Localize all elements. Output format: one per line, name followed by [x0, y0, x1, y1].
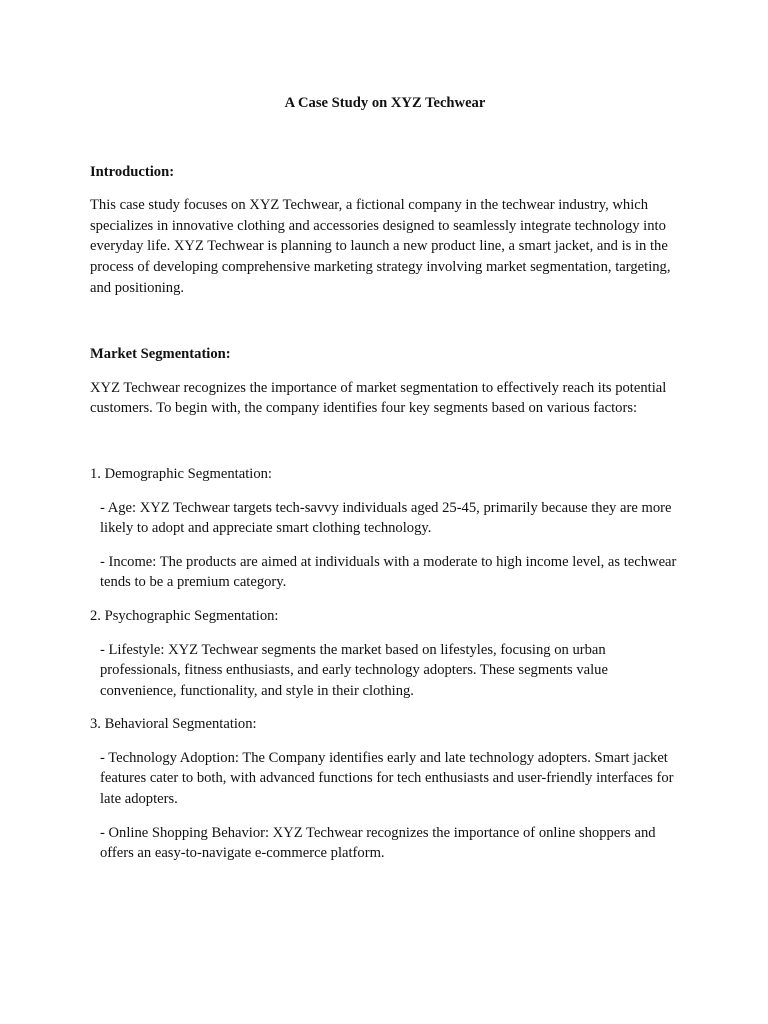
spacer — [90, 735, 680, 748]
list-item-online-shopping: - Online Shopping Behavior: XYZ Techwear recognizes the importance of online shoppers and offers an easy-to-navigate e-commerce platform. — [100, 824, 656, 862]
list-item-lifestyle: - Lifestyle: XYZ Techwear segments the market based on lifestyles, focusing on urban professionals, fitness enthusiasts, and early technology adopters. These segments value convenience, functionality, and style in their clothing. — [100, 641, 608, 699]
introduction-paragraph: This case study focuses on XYZ Techwear, a fictional company in the techwear industry, which specializes in innovative clothing and accessories designed to seamlessly integrate technology into everyday life. XYZ Techwear is planning to launch a new product line, a smart jacket, and is in the process of developing comprehensive marketing strategy involving market segmentation, targeting, and positioning. — [90, 197, 671, 296]
spacer — [90, 701, 680, 714]
spacer — [90, 539, 680, 552]
section-title-behavioral: 3. Behavioral Segmentation: — [90, 716, 257, 733]
spacer — [90, 810, 680, 823]
list-item-age: - Age: XYZ Techwear targets tech-savvy individuals aged 25-45, primarily because they are more likely to adopt and appreciate smart clothing technology. — [100, 499, 672, 537]
spacer — [90, 627, 680, 640]
list-item-technology-adoption: - Technology Adoption: The Company identifies early and late technology adopters. Smart jacket features cater to both, with advanced functions for tech enthusiasts and user-friendly interfaces for late adopters. — [100, 749, 674, 808]
list-item-income: - Income: The products are aimed at individuals with a moderate to high income level, as techwear tends to be a premium category. — [100, 553, 677, 591]
spacer — [90, 114, 680, 162]
section-title-demographic: 1. Demographic Segmentation: — [90, 465, 272, 482]
section-title-psychographic: 2. Psychographic Segmentation: — [90, 607, 279, 624]
introduction-heading: Introduction: — [90, 163, 175, 180]
spacer — [90, 182, 680, 195]
spacer — [90, 485, 680, 498]
document-title: A Case Study on XYZ Techwear — [284, 95, 486, 111]
document-content — [90, 93, 680, 864]
spacer — [90, 298, 680, 344]
spacer — [90, 593, 680, 606]
market-segmentation-paragraph: XYZ Techwear recognizes the importance of market segmentation to effectively reach its potential customers. To begin with, the company identifies four key segments based on various factors: — [90, 379, 667, 417]
spacer — [90, 365, 680, 378]
market-segmentation-heading: Market Segmentation: — [90, 346, 231, 363]
spacer — [90, 419, 680, 464]
